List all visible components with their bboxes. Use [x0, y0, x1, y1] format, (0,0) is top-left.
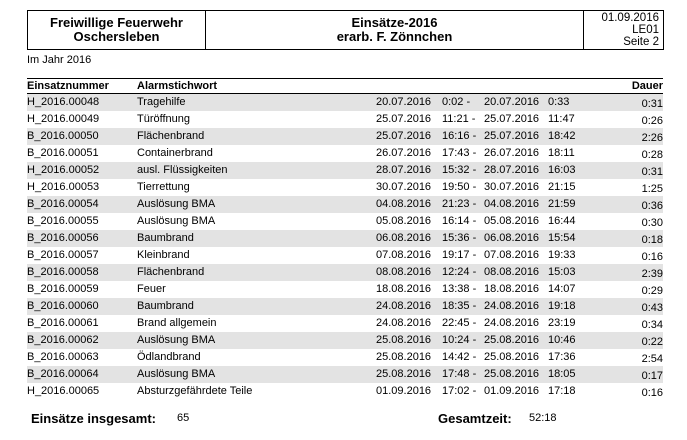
- report-code: LE01: [632, 24, 659, 36]
- start-time-cell: 19:17 -: [442, 249, 477, 261]
- dauer-cell: 2:39: [641, 268, 663, 280]
- end-date-cell: 18.08.2016: [484, 283, 540, 295]
- einsatznummer-cell: B_2016.00057: [27, 249, 99, 261]
- einsatznummer-cell: B_2016.00064: [27, 368, 99, 380]
- end-date-cell: 05.08.2016: [484, 215, 540, 227]
- end-date-cell: 24.08.2016: [484, 300, 540, 312]
- alarmstichwort-cell: Brand allgemein: [137, 317, 217, 329]
- alarmstichwort-cell: Auslösung BMA: [137, 198, 216, 210]
- report-title: Einsätze-2016: [351, 15, 438, 30]
- table-row: [27, 162, 663, 179]
- end-date-cell: 01.09.2016: [484, 385, 540, 397]
- start-time-cell: 22:45 -: [442, 317, 477, 329]
- dauer-cell: 0:31: [641, 166, 663, 178]
- table-row: [27, 213, 663, 230]
- alarmstichwort-cell: Auslösung BMA: [137, 215, 216, 227]
- table-row: [27, 366, 663, 383]
- alarmstichwort-cell: Feuer: [137, 283, 166, 295]
- einsatznummer-cell: B_2016.00058: [27, 266, 99, 278]
- einsatznummer-cell: B_2016.00061: [27, 317, 99, 329]
- einsatznummer-cell: B_2016.00055: [27, 215, 99, 227]
- start-time-cell: 13:38 -: [442, 283, 477, 295]
- alarmstichwort-cell: Auslösung BMA: [137, 368, 216, 380]
- end-time-cell: 10:46: [548, 334, 576, 346]
- end-date-cell: 07.08.2016: [484, 249, 540, 261]
- start-date-cell: 08.08.2016: [376, 266, 432, 278]
- start-date-cell: 26.07.2016: [376, 147, 432, 159]
- dauer-cell: 0:28: [641, 149, 663, 161]
- alarmstichwort-cell: Flächenbrand: [137, 266, 205, 278]
- dauer-cell: 1:25: [641, 183, 663, 195]
- end-date-cell: 28.07.2016: [484, 164, 540, 176]
- einsatznummer-cell: B_2016.00050: [27, 130, 99, 142]
- dauer-cell: 0:16: [641, 251, 663, 263]
- einsatznummer-cell: B_2016.00062: [27, 334, 99, 346]
- organization-cell: [28, 11, 206, 49]
- start-date-cell: 25.08.2016: [376, 351, 432, 363]
- end-time-cell: 15:54: [548, 232, 576, 244]
- dauer-cell: 0:22: [641, 336, 663, 348]
- end-time-cell: 16:44: [548, 215, 576, 227]
- end-time-cell: 18:11: [548, 147, 575, 159]
- end-time-cell: 17:36: [548, 351, 576, 363]
- report-header: [27, 10, 664, 50]
- end-date-cell: 25.07.2016: [484, 113, 540, 125]
- dauer-cell: 0:31: [641, 98, 663, 110]
- table-row: [27, 179, 663, 196]
- einsatznummer-cell: B_2016.00051: [27, 147, 99, 159]
- start-time-cell: 0:02 -: [442, 96, 471, 108]
- start-date-cell: 07.08.2016: [376, 249, 432, 261]
- start-date-cell: 05.08.2016: [376, 215, 432, 227]
- end-date-cell: 25.08.2016: [484, 334, 540, 346]
- start-date-cell: 25.08.2016: [376, 368, 432, 380]
- start-time-cell: 15:32 -: [442, 164, 477, 176]
- end-time-cell: 18:42: [548, 130, 576, 142]
- start-time-cell: 16:16 -: [442, 130, 477, 142]
- start-date-cell: 30.07.2016: [376, 181, 432, 193]
- einsatznummer-cell: B_2016.00063: [27, 351, 99, 363]
- table-body: [27, 94, 663, 400]
- dauer-cell: 0:30: [641, 217, 663, 229]
- alarmstichwort-cell: Absturzgefährdete Teile: [137, 385, 253, 397]
- start-date-cell: 24.08.2016: [376, 300, 432, 312]
- start-time-cell: 17:48 -: [442, 368, 477, 380]
- start-time-cell: 19:50 -: [442, 181, 477, 193]
- end-time-cell: 11:47: [548, 113, 575, 125]
- dauer-cell: 0:36: [641, 200, 663, 212]
- start-time-cell: 18:35 -: [442, 300, 477, 312]
- end-time-cell: 21:15: [548, 181, 576, 193]
- alarmstichwort-cell: Baumbrand: [137, 300, 194, 312]
- end-time-cell: 18:05: [548, 368, 576, 380]
- alarmstichwort-cell: Tierrettung: [137, 181, 190, 193]
- dauer-cell: 2:54: [641, 353, 663, 365]
- column-header-dauer: Dauer: [631, 80, 663, 92]
- end-time-cell: 19:33: [548, 249, 576, 261]
- start-date-cell: 04.08.2016: [376, 198, 432, 210]
- end-date-cell: 08.08.2016: [484, 266, 540, 278]
- organization-location: Oschersleben: [73, 29, 160, 44]
- start-date-cell: 25.08.2016: [376, 334, 432, 346]
- alarmstichwort-cell: Auslösung BMA: [137, 334, 216, 346]
- table-row: [27, 332, 663, 349]
- end-time-cell: 19:18: [548, 300, 576, 312]
- start-date-cell: 25.07.2016: [376, 130, 432, 142]
- total-value: 65: [177, 412, 190, 424]
- table-row: [27, 145, 663, 162]
- alarmstichwort-cell: Baumbrand: [137, 232, 194, 244]
- alarmstichwort-cell: Flächenbrand: [137, 130, 205, 142]
- start-date-cell: 06.08.2016: [376, 232, 432, 244]
- einsatznummer-cell: B_2016.00060: [27, 300, 99, 312]
- end-time-cell: 15:03: [548, 266, 576, 278]
- start-date-cell: 01.09.2016: [376, 385, 432, 397]
- total-time-value: 52:18: [529, 412, 557, 424]
- start-date-cell: 24.08.2016: [376, 317, 432, 329]
- table-row: [27, 247, 663, 264]
- table-row: [27, 264, 663, 281]
- title-cell: [206, 11, 584, 49]
- end-date-cell: 25.07.2016: [484, 130, 540, 142]
- alarmstichwort-cell: Ödlandbrand: [137, 351, 201, 363]
- end-date-cell: 24.08.2016: [484, 317, 540, 329]
- end-date-cell: 25.08.2016: [484, 351, 540, 363]
- table-row: [27, 111, 663, 128]
- end-time-cell: 14:07: [548, 283, 576, 295]
- table-row: [27, 128, 663, 145]
- start-time-cell: 14:42 -: [442, 351, 477, 363]
- dauer-cell: 2:26: [641, 132, 663, 144]
- einsatznummer-cell: H_2016.00053: [27, 181, 100, 193]
- table-row: [27, 383, 663, 400]
- alarmstichwort-cell: Türöffnung: [137, 113, 191, 125]
- organization-name: Freiwillige Feuerwehr: [50, 15, 183, 30]
- end-date-cell: 26.07.2016: [484, 147, 540, 159]
- report-subtitle: Im Jahr 2016: [27, 54, 92, 66]
- einsatznummer-cell: H_2016.00048: [27, 96, 100, 108]
- einsatznummer-cell: B_2016.00054: [27, 198, 99, 210]
- dauer-cell: 0:29: [641, 285, 663, 297]
- dauer-cell: 0:43: [641, 302, 663, 314]
- total-label: Einsätze insgesamt:: [31, 411, 156, 426]
- end-time-cell: 21:59: [548, 198, 576, 210]
- report-author: erarb. F. Zönnchen: [336, 29, 453, 44]
- table-row: [27, 281, 663, 298]
- alarmstichwort-cell: Containerbrand: [137, 147, 213, 159]
- start-time-cell: 17:43 -: [442, 147, 477, 159]
- einsatznummer-cell: H_2016.00065: [27, 385, 100, 397]
- end-time-cell: 0:33: [548, 96, 570, 108]
- end-time-cell: 23:19: [548, 317, 576, 329]
- dauer-cell: 0:18: [641, 234, 663, 246]
- page-number: Seite 2: [623, 36, 659, 48]
- column-header-stichwort: Alarmstichwort: [137, 80, 218, 92]
- einsatznummer-cell: B_2016.00059: [27, 283, 99, 295]
- dauer-cell: 0:17: [641, 370, 663, 382]
- alarmstichwort-cell: ausl. Flüssigkeiten: [137, 164, 228, 176]
- einsatznummer-cell: B_2016.00056: [27, 232, 99, 244]
- table-row: [27, 315, 663, 332]
- start-time-cell: 21:23 -: [442, 198, 477, 210]
- start-time-cell: 11:21 -: [442, 113, 476, 125]
- start-time-cell: 17:02 -: [442, 385, 477, 397]
- start-time-cell: 12:24 -: [442, 266, 477, 278]
- end-date-cell: 20.07.2016: [484, 96, 540, 108]
- table-row: [27, 298, 663, 315]
- start-date-cell: 25.07.2016: [376, 113, 432, 125]
- alarmstichwort-cell: Kleinbrand: [137, 249, 190, 261]
- end-date-cell: 06.08.2016: [484, 232, 540, 244]
- einsatznummer-cell: H_2016.00049: [27, 113, 100, 125]
- end-time-cell: 16:03: [548, 164, 576, 176]
- end-date-cell: 04.08.2016: [484, 198, 540, 210]
- table-row: [27, 94, 663, 111]
- table-header: [27, 78, 663, 94]
- alarmstichwort-cell: Tragehilfe: [137, 96, 186, 108]
- table-row: [27, 196, 663, 213]
- start-date-cell: 20.07.2016: [376, 96, 432, 108]
- dauer-cell: 0:34: [641, 319, 663, 331]
- meta-cell: [584, 11, 663, 49]
- table-row: [27, 230, 663, 247]
- start-date-cell: 28.07.2016: [376, 164, 432, 176]
- end-time-cell: 17:18: [548, 385, 576, 397]
- einsatznummer-cell: H_2016.00052: [27, 164, 100, 176]
- start-time-cell: 10:24 -: [442, 334, 477, 346]
- dauer-cell: 0:16: [641, 387, 663, 399]
- report-date: 01.09.2016: [601, 12, 659, 24]
- end-date-cell: 25.08.2016: [484, 368, 540, 380]
- dauer-cell: 0:26: [641, 115, 663, 127]
- start-time-cell: 16:14 -: [442, 215, 477, 227]
- total-time-label: Gesamtzeit:: [438, 411, 512, 426]
- column-header-nr: Einsatznummer: [27, 80, 109, 92]
- start-date-cell: 18.08.2016: [376, 283, 432, 295]
- table-row: [27, 349, 663, 366]
- start-time-cell: 15:36 -: [442, 232, 477, 244]
- end-date-cell: 30.07.2016: [484, 181, 540, 193]
